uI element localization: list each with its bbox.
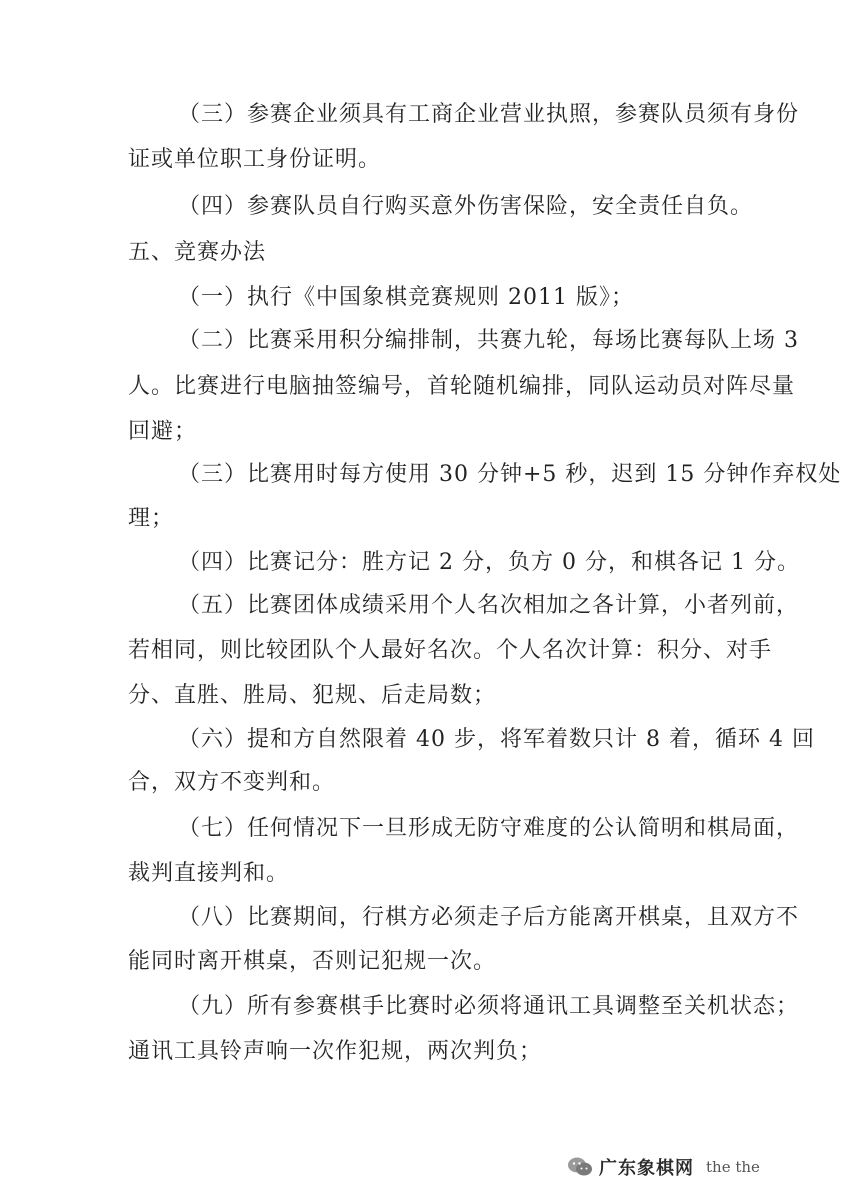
paragraph-line: 分、直胜、胜局、犯规、后走局数； (128, 683, 497, 708)
paragraph-line: 裁判直接判和。 (128, 861, 290, 886)
paragraph-line: 人。比赛进行电脑抽签编号，首轮随机编排，同队运动员对阵尽量 (128, 374, 796, 399)
watermark (567, 1153, 760, 1181)
paragraph-line: 若相同，则比较团队个人最好名次。个人名次计算：积分、对手 (128, 638, 773, 663)
paragraph-line: （五）比赛团体成绩采用个人名次相加之各计算，小者列前， (178, 593, 800, 618)
paragraph-line: （六）提和方自然限着 40 步，将军着数只计 8 着，循环 4 回 (178, 727, 815, 752)
wechat-icon (567, 1156, 593, 1178)
paragraph-line: （九）所有参赛棋手比赛时必须将通讯工具调整至关机状态； (178, 994, 800, 1019)
paragraph-line: 能同时离开棋桌，否则记犯规一次。 (128, 949, 497, 974)
paragraph-line: （二）比赛采用积分编排制，共赛九轮，每场比赛每队上场 3 (178, 328, 799, 353)
paragraph-line: 理； (128, 506, 175, 531)
paragraph-line: （八）比赛期间，行棋方必须走子后方能离开棋桌，且双方不 (178, 905, 800, 930)
paragraph-line: （七）任何情况下一旦形成无防守难度的公认简明和棋局面， (178, 816, 800, 841)
paragraph-line: （四）比赛记分：胜方记 2 分，负方 0 分，和棋各记 1 分。 (178, 550, 800, 575)
section-heading: 五、竞赛办法 (128, 240, 267, 265)
paragraph-line: （三）参赛企业须具有工商企业营业执照，参赛队员须有身份 (178, 102, 800, 127)
paragraph-line: 合，双方不变判和。 (128, 770, 336, 795)
paragraph-line: （三）比赛用时每方使用 30 分钟+5 秒，迟到 15 分钟作弃权处 (178, 462, 842, 487)
paragraph-line: 回避； (128, 419, 198, 444)
watermark-text: 广东象棋网 (599, 1158, 694, 1179)
paragraph-line: 证或单位职工身份证明。 (128, 147, 382, 172)
watermark-subtext: the the (706, 1158, 760, 1176)
paragraph-line: （一）执行《中国象棋竞赛规则 2011 版》； (178, 285, 634, 310)
paragraph-line: （四）参赛队员自行购买意外伤害保险，安全责任自负。 (178, 194, 754, 219)
paragraph-line: 通讯工具铃声响一次作犯规，两次判负； (128, 1039, 543, 1064)
